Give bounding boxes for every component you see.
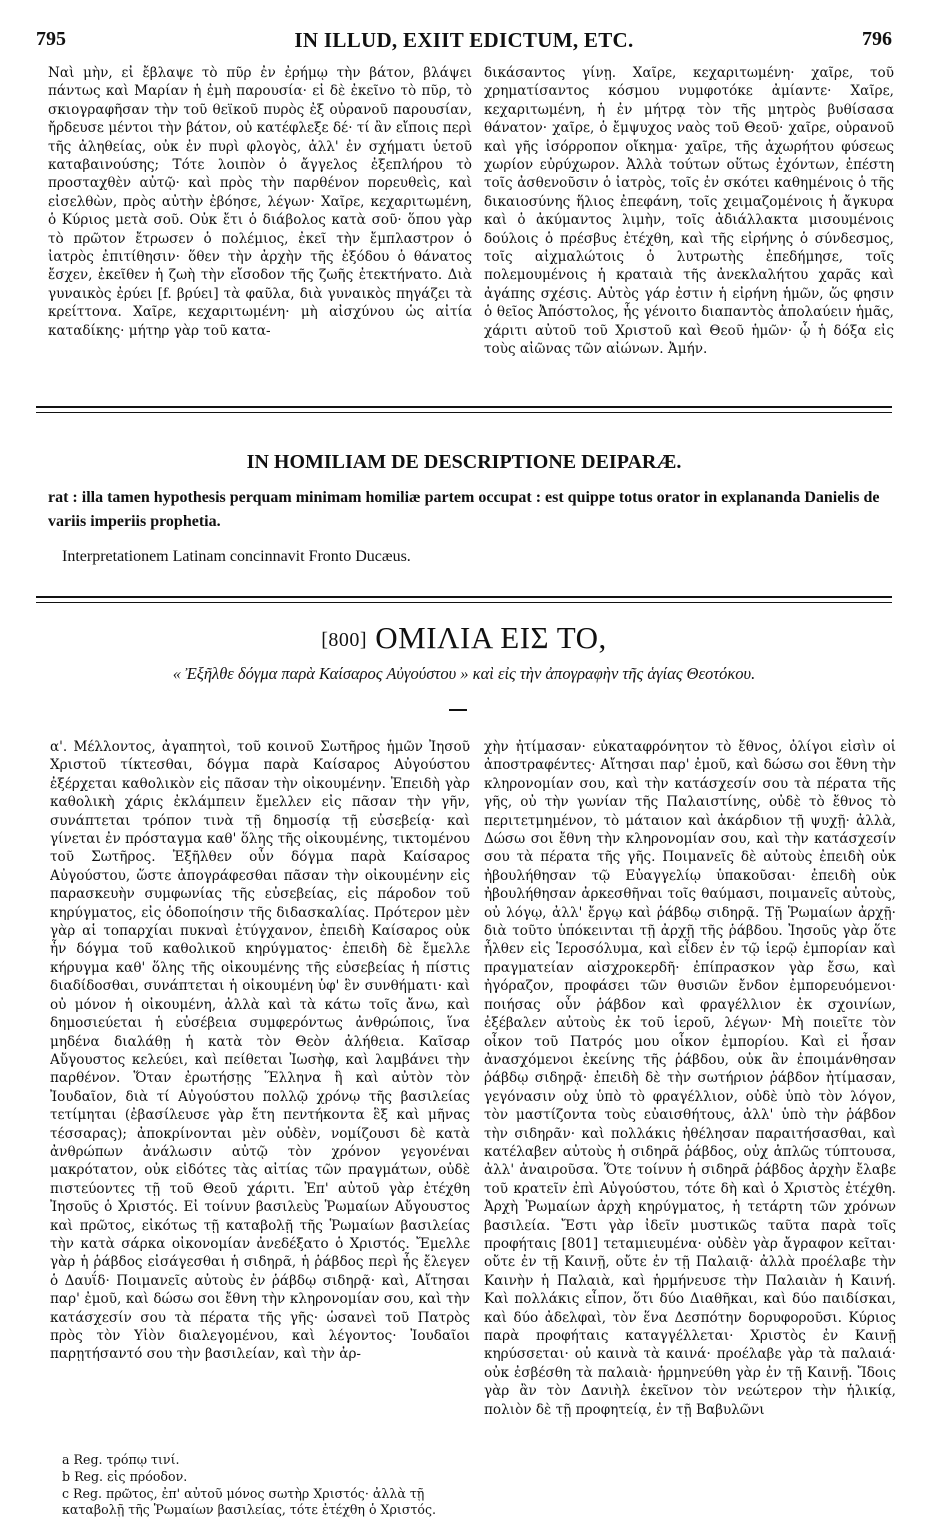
- latin-intro-text: rat : illa tamen hypothesis perquam minimam homiliæ partem occupat : est quippe totus orator in explananda Danielis de variis imperiis prophetia.: [48, 489, 880, 530]
- top-left-column: [48, 64, 472, 376]
- footnote-c: c Reg. πρῶτος, ἐπ' αὐτοῦ μόνος σωτὴρ Χριστός· ἀλλὰ τῇ καταβολῇ τῆς Ῥωμαίων βασιλείας, τότε ἐτέχθη ὁ Χριστός.: [62, 1486, 437, 1518]
- bottom-right-column: [484, 738, 896, 1528]
- latin-section-heading: IN HOMILIAM DE DESCRIPTIONE DEIPARÆ.: [246, 451, 682, 473]
- title-divider-thin: [36, 602, 892, 603]
- title-divider-thick: [36, 596, 892, 598]
- greek-title-text: ΟΜΙΛΙΑ ΕΙΣ ΤΟ,: [375, 620, 607, 655]
- top-left-paragraph: Ναὶ μὴν, εἰ ἔβλαψε τὸ πῦρ ἐν ἐρήμῳ τὴν βάτον, βλάψει πάντως καὶ Μαρίαν ἡ ἐμὴ παρουσία· εἰ δὲ ἐκεῖνο τὸ πῦρ, τὸ σκιογραφῆσαν τὴν τοῦ θεϊκοῦ πυρὸς ἐξ οὐρανοῦ παρουσίαν, ἤρδευσε μέντοι τὴν βάτον, οὐ κατέφλεξε δέ· τί ἂν εἴποις περὶ τῆς ἀληθείας, οὐκ ἐν πυρὶ φλογὸς, ἀλλ' ἐν σχήματι ὑετοῦ καταβαινούσης; Τότε λοιπὸν ὁ ἄγγελος ἐξεπλήρου τὸ προσταχθὲν αὐτῷ· καὶ πρὸς τὴν παρθένον πορευθεὶς, καὶ εἰσελθὼν, πρὸς αὐτὴν ἐβόησε, λέγων· Χαῖρε, κεχαριτωμένη, ὁ Κύριος μετὰ σοῦ. Οὐκ ἔτι ὁ διάβολος κατὰ σοῦ· ὅπου γὰρ τὸ πρῶτον ἔτρωσεν ὁ πολέμιος, ἐκεῖ τὴν ἔμπλαστρον ὁ ἰατρὸς ἐπιτίθησιν· ὅθεν τὴν ἀρχὴν τῆς ἐξόδου ὁ θάνατος ἔσχεν, ἐκεῖθεν ἡ ζωὴ τὴν εἴσοδον τῆς ζωῆς ἐτεκτήνατο. Διὰ γυναικὸς ἐρύει [f. βρύει] τὰ φαῦλα, διὰ γυναικὸς πηγάζει τὰ κρείττονα. Χαῖρε, κεχαριτωμένη· μὴ αἰσχύνου ὡς αἰτία καταδίκης· μήτηρ γὰρ τοῦ κατα-: [48, 65, 472, 339]
- greek-homily-title: [0, 620, 928, 656]
- title-dash: [449, 709, 467, 711]
- top-right-paragraph: δικάσαντος γίνῃ. Χαῖρε, κεχαριτωμένη· χαῖρε, τοῦ χρηματίσαντος κόσμου νυμφοτόκε ἀμίαντε· Χαῖρε, κεχαριτωμένη, ἡ ἐν μήτρᾳ τὸν τῆς μητρὸς βυθίσασα θάνατον· χαῖρε, ὁ ἔμψυχος ναὸς τοῦ Θεοῦ· χαῖρε, οὐρανοῦ καὶ γῆς ἰσόρροπον οἴκημα· χαῖρε, τῆς ἀχωρήτου φύσεως χωρίον εὐρύχωρον. Ἀλλὰ τούτων οὕτως ἐχόντων, ἐπέστη τοῖς ἀσθενοῦσιν ὁ ἰατρὸς, τοῖς ἐν σκότει καθημένοις ὁ τῆς δικαιοσύνης ἥλιος ἐπεφάνη, τοῖς χειμαζομένοις ἡ ἄγκυρα καὶ ὁ ἀκύμαντος λιμὴν, τοῖς ἀδιάλλακτα μισουμένοις δούλοις ὁ πρέσβυς ἐτέχθη, καὶ τῆς εἰρήνης ὁ σύνδεσμος, τοῖς αἰχμαλώτοις ὁ λυτρωτὴς ἐπεδήμησε, τοῖς πολεμουμένοις ἡ κραταιὰ τῆς ἀνεκλαλήτου χαρᾶς καὶ ἀγάπης σχέσις. Αὐτὸς γάρ ἐστιν ἡ εἰρήνη ἡμῶν, ὥς φησιν ὁ θεῖος Ἀπόστολος, ἧς γένοιτο διαπαντὸς ἀπολαύειν ἡμᾶς, χάριτι αὐτοῦ τοῦ Χριστοῦ καὶ Θεοῦ ἡμῶν· ᾧ ἡ δόξα εἰς τοὺς αἰῶνας τῶν αἰώνων. Ἀμήν.: [484, 65, 894, 358]
- running-header: [36, 28, 892, 52]
- bottom-left-paragraph: α'. Μέλλοντος, ἀγαπητοὶ, τοῦ κοινοῦ Σωτῆρος ἡμῶν Ἰησοῦ Χριστοῦ τίκτεσθαι, δόγμα παρὰ Καίσαρος Αὐγούστου ἐξέρχεται καθολικὸν εἰς πᾶσαν τὴν οἰκουμένην. Ἐπειδὴ γὰρ καθολικὴ χάρις ἐκλάμπειν ἔμελλεν εἰς πᾶσαν τὴν γῆν, συνάπτεται τρόπον τινὰ τῇ δημοσίᾳ τῇ εὐσεβείᾳ· καὶ γίνεται ἐν πρόσταγμα καθ' ὅλης τῆς οἰκουμένης, τικτομένου τοῦ Σωτῆρος. Ἐξῆλθεν οὖν δόγμα παρὰ Καίσαρος Αὐγούστου, ὥστε ἀπογράφεσθαι πᾶσαν τὴν οἰκουμένην εἰς παρασκευὴν συμφωνίας τῆς εὐσεβείας, εἰς πάροδον τοῦ κηρύγματος, εἰς ὁδοποίησιν τῆς διδασκαλίας. Πρότερον μὲν γὰρ αἱ τοπαρχίαι πυκναὶ ἐτύγχανον, ἐπειδὴ Καίσαρος οὐκ ἦν δόγμα τοῦ καθολικοῦ κηρύγματος· ἐπειδὴ δὲ ἔμελλε κήρυγμα καθ' ὅλης τῆς οἰκουμένης τῆς εὐσεβείας ἡ πίστις διαδίδοσθαι, συνάπτεται ἡ οἰκουμένη ὑφ' ἓν συνθήματι· καὶ οὐ μόνον ἡ οἰκουμένη, ἀλλὰ καὶ τὰ κάτω τοῖς ἄνω, καὶ δημοσιεύεται ἡ εὐσέβεια συμφερόντως ἀνθρώποις, ἵνα μηδένα διαλάθῃ ἡ κατὰ τὸν Θεὸν ἀλήθεια. Καῖσαρ Αὔγουστος κελεύει, καὶ πείθεται Ἰωσὴφ, καὶ λαμβάνει τὴν παρθένον. Ὅταν ἐρωτήσῃς Ἕλληνα ἢ καὶ αὐτὸν τὸν Ἰουδαῖον, διὰ τί Αὐγούστου πολλῷ χρόνῳ τῆς βασιλείας τετίμηται (ἐβασίλευσε γὰρ ἔτη πεντήκοντα ἓξ καὶ μῆνας τέσσαρας); ἀποκρίνονται μὲν οὐδὲν, νομίζουσι δὲ κατὰ ἀνθρώπων ἀνάλωσιν αὐτῷ τὸν χρόνον γεγονέναι μακρότατον, οὐκ εἰδότες τὰς αἰτίας τῶν πραγμάτων, οὐδὲ πιστεύοντες τῇ τοῦ Θεοῦ χάριτι. Ἐπ' αὐτοῦ γὰρ ἐτέχθη Ἰησοῦς ὁ Χριστός. Εἰ τοίνυν βασιλεὺς Ῥωμαίων Αὔγουστος καὶ πρῶτος, εἰκότως τῇ καταβολῇ τῆς Ῥωμαίων βασιλείας τὴν κατὰ σάρκα οἰκονομίαν ἀνεδέξατο ὁ Χριστός. Ἔμελλε γὰρ ἡ ῥάβδος εἰσάγεσθαι ἡ σιδηρᾶ, ἡ ῥάβδος περὶ ἧς ἔλεγεν ὁ Δαυΐδ· Ποιμανεῖς αὐτοὺς ἐν ῥάβδῳ σιδηρᾷ· καὶ, Αἴτησαι παρ' ἐμοῦ, καὶ δώσω σοι ἔθνη τὴν κληρονομίαν σου, καὶ τὴν κατάσχεσίν σου τὰ πέρατα τῆς γῆς· ὡσανεὶ τοῦ Πατρὸς πρὸς τὸν Υἱὸν διαλεγομένου, καὶ λέγοντος· Ἰουδαῖοι παρῃτήσαντό σου τὴν βασιλείαν, καὶ τὴν ἀρ-: [50, 739, 470, 1363]
- section-divider-thick: [36, 406, 892, 408]
- bottom-left-column: [50, 738, 470, 1446]
- bottom-right-paragraph: χὴν ἠτίμασαν· εὐκαταφρόνητον τὸ ἔθνος, ὀλίγοι εἰσὶν οἱ ἀποστραφέντες· Αἴτησαι παρ' ἐμοῦ, καὶ δώσω σοι ἔθνη τὴν κληρονομίαν σου, καὶ τὴν κατάσχεσίν σου τὰ πέρατα τῆς γῆς, οὐ τὴν γωνίαν τῆς Παλαιστίνης, οὐδὲ τὸ ἔθνος τὸ περιτετμημένον, τὸ μάταιον καὶ ἀκάρδιον τῇ ψυχῇ· ἀλλὰ, Δώσω σοι ἔθνη τὴν κληρονομίαν σου, καὶ τὴν κατάσχεσίν σου τὰ πέρατα τῆς γῆς. Ποιμανεῖς δὲ αὐτοὺς ἐπειδὴ οὐκ ἠβουλήθησαν τῷ Εὐαγγελίῳ ὑπακοῦσαι· ἐπειδὴ οὐκ ἠβουλήθησαν ἀρκεσθῆναι τοῖς θαύμασι, ποιμανεῖς αὐτοὺς, οὐ λόγῳ, ἀλλ' ἔργῳ καὶ ῥάβδῳ σιδηρᾷ. Τῇ Ῥωμαίων ἀρχῇ· διὰ τοῦτο ὑπόκεινται τῇ ἀρχῇ τῆς ῥάβδου. Ἰησοῦς γὰρ ὅτε ἦλθεν εἰς Ἱεροσόλυμα, καὶ εἶδεν ἐν τῷ ἱερῷ ἐμπορίαν καὶ πραγματείαν αἰσχροκερδῆ· ἐπίπρασκον γὰρ ἔσω, καὶ ἠγόραζον, προφάσει τῶν θυσιῶν ἔνδον ἐμπορευόμενοι· ποιήσας οὖν ῥάβδον καὶ φραγέλλιον ἐκ σχοινίων, ἐξέβαλεν αὐτοὺς ἐκ τοῦ ἱεροῦ, λέγων· Μὴ ποιεῖτε τὸν οἶκον τοῦ Πατρός μου οἶκον ἐμπορίου. Καὶ εἰ ἦσαν ἀνασχόμενοι ἐκείνης τῆς ῥάβδου, οὐκ ἂν ἐποιμάνθησαν ῥάβδῳ σιδηρᾷ· ἐπειδὴ δὲ τὴν σωτήριον ῥάβδον ἠτίμασαν, γεγόνασιν οὐχ ὑπὸ τὸ φραγέλλιον, οὐδὲ ὑπὸ τὸν λόγον, τὸν μαστίζοντα τοὺς εὐαισθήτους, ἀλλ' ὑπὸ τὴν ῥάβδον τὴν σιδηρᾶν· καὶ πολλάκις ἠθέλησαν παραιτήσασθαι, καὶ κατέλαβεν αὐτοὺς ἡ σιδηρᾶ ῥάβδος, οὐχ ἁπλῶς τύπτουσα, ἀλλ' ἀναιροῦσα. Ὅτε τοίνυν ἡ σιδηρᾶ ῥάβδος ἀρχὴν ἔλαβε τοῦ κρατεῖν ἐπὶ Αὐγούστου, τότε δὴ καὶ ὁ Χριστὸς ἐτέχθη. Ἀρχὴ Ῥωμαίων ἀρχὴ κηρύγματος, ἡ τετάρτη τῶν χρόνων βασιλεία. Ἔστι γὰρ ἰδεῖν μυστικῶς ταῦτα παρὰ τοῖς προφήταις [801] τεταμιευμένα· οὐδὲν γὰρ ἄγραφον κεῖται· οὔτε ἐν τῇ Καινῇ, οὔτε ἐν τῇ Παλαιᾷ· ἀλλὰ προέλαβε τὴν Καινὴν ἡ Παλαιὰ, καὶ ἡρμήνευσε τὴν Παλαιὰν ἡ Καινή. Καὶ πολλάκις εἶπον, ὅτι δύο Διαθῆκαι, καὶ δύο παιδίσκαι, καὶ δύο ἀδελφαὶ, τὸν ἕνα Δεσπότην δορυφοροῦσι. Κύριος παρὰ προφήταις καταγγέλλεται· Χριστὸς ἐν Καινῇ κηρύσσεται· οὐ καινὰ τὰ καινά· προέλαβε γὰρ τὰ παλαιά· οὐκ ἐσβέσθη τὰ παλαιὰ· ἡρμηνεύθη γὰρ ἐν τῇ Καινῇ. Ἴδοις γὰρ ἂν τὸν Δανιὴλ ἐκεῖνον τὸν νεώτερον τὴν ἡλικίᾳ, πολιὸν δὲ τῇ προφητείᾳ, ἐν τῇ Βαβυλῶνι: [484, 739, 896, 1418]
- latin-translator-note: Interpretationem Latinam concinnavit Fronto Ducæus.: [62, 548, 411, 565]
- section-divider-thin: [36, 412, 892, 413]
- page-number-right: 796: [862, 28, 892, 50]
- footnote-b: b Reg. εἰς πρόοδον.: [62, 1469, 188, 1484]
- running-title: IN ILLUD, EXIIT EDICTUM, ETC.: [294, 28, 634, 52]
- page-number-left: 795: [36, 28, 66, 50]
- footnote-a: a Reg. τρόπῳ τινί.: [62, 1452, 180, 1467]
- column-marker: [800]: [321, 629, 368, 651]
- greek-homily-subtitle: « Ἐξῆλθε δόγμα παρὰ Καίσαρος Αὐγούστου » καὶ εἰς τὴν ἀπογραφὴν τῆς ἁγίας Θεοτόκου.: [172, 664, 756, 683]
- top-right-column: [484, 64, 894, 376]
